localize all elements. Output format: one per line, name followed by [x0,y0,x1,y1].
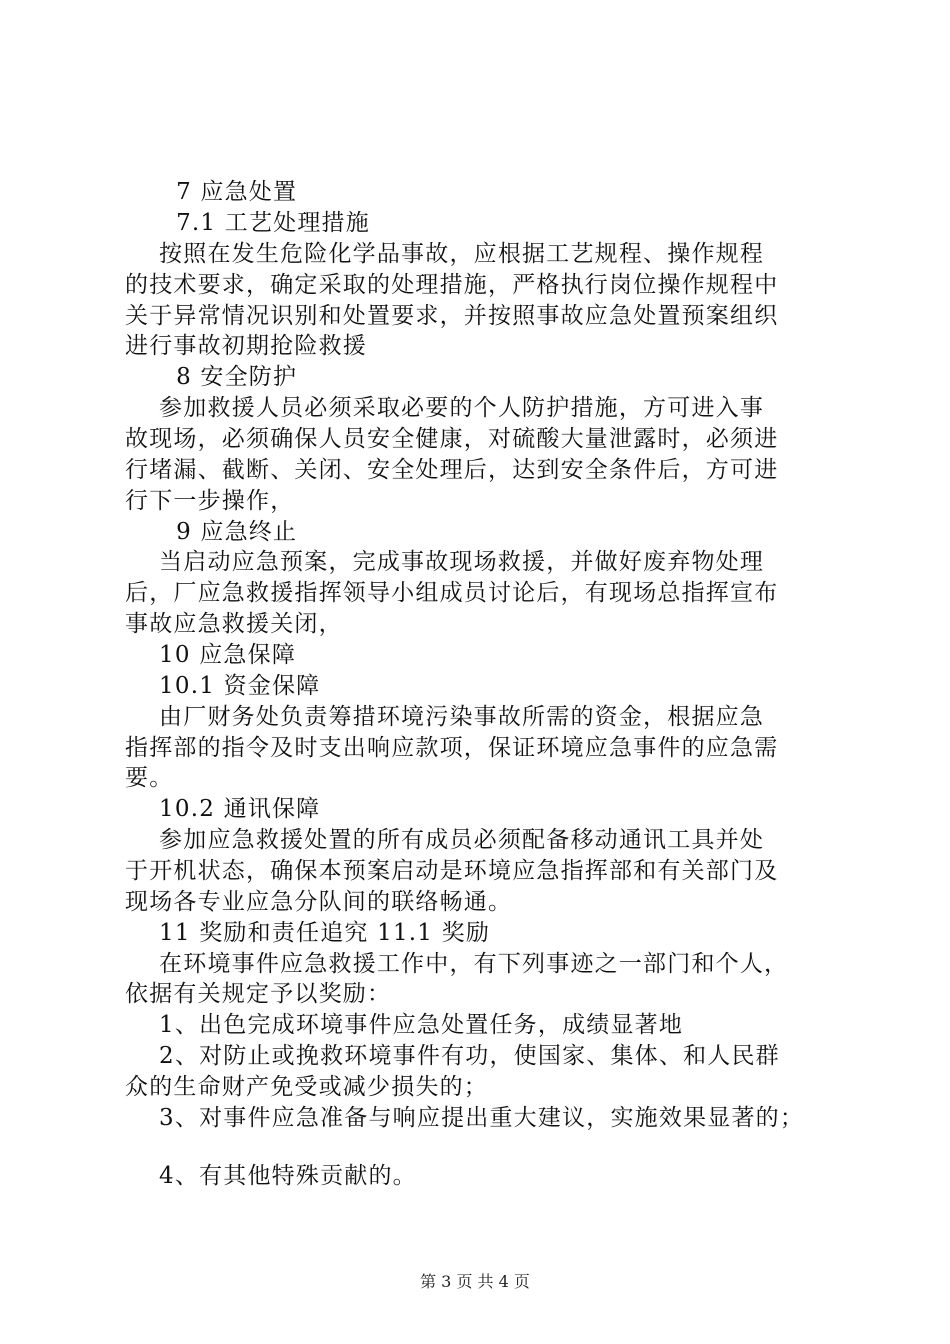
text-line: 参加救援人员必须采取必要的个人防护措施，方可进入事 [125,395,765,421]
text-line: 9 应急终止 [125,519,298,545]
text-line: 故现场，必须确保人员安全健康，对硫酸大量泄露时，必须进 [125,426,779,452]
text-line: 众的生命财产免受或减少损失的； [125,1074,488,1100]
text-line: 的技术要求，确定采取的处理措施，严格执行岗位操作规程中 [125,272,779,298]
text-line: 1、出色完成环境事件应急处置任务，成绩显著地 [125,1012,684,1038]
page-number-footer: 第 3 页 共 4 页 [420,1272,530,1291]
text-line: 8 安全防护 [125,364,298,390]
text-line: 11 奖励和责任追究 11.1 奖励 [125,920,491,946]
text-line: 7.1 工艺处理措施 [125,210,370,236]
text-line: 10.1 资金保障 [125,673,321,699]
text-line: 3、对事件应急准备与响应提出重大建议，实施效果显著的； [125,1105,805,1131]
text-line: 要。 [125,765,174,791]
text-line: 10 应急保障 [125,642,297,668]
text-line: 行下一步操作， [125,488,295,514]
text-line: 进行事故初期抢险救援 [125,333,367,359]
text-line: 行堵漏、截断、关闭、安全处理后，达到安全条件后，方可进 [125,457,779,483]
text-line: 4、有其他特殊贡献的。 [125,1163,417,1189]
text-line: 事故应急救援关闭， [125,611,343,637]
text-line: 现场各专业应急分队间的联络畅通。 [125,889,513,915]
text-line: 指挥部的指令及时支出响应款项，保证环境应急事件的应急需 [125,735,779,761]
text-line: 2、对防止或挽救环境事件有功，使国家、集体、和人民群 [125,1043,780,1069]
text-line: 7 应急处置 [125,179,298,205]
text-line: 参加应急救援处置的所有成员必须配备移动通讯工具并处 [125,827,765,853]
text-line: 关于异常情况识别和处置要求，并按照事故应急处置预案组织 [125,303,779,329]
text-line: 由厂财务处负责筹措环境污染事故所需的资金，根据应急 [125,704,765,730]
text-line: 按照在发生危险化学品事故，应根据工艺规程、操作规程 [125,241,765,267]
text-line: 在环境事件应急救援工作中，有下列事迹之一部门和个人， [125,951,789,977]
text-line: 后，厂应急救援指挥领导小组成员讨论后，有现场总指挥宣布 [125,580,779,606]
text-line: 当启动应急预案，完成事故现场救援，并做好废弃物处理 [125,549,765,575]
text-line: 依据有关规定予以奖励： [125,981,392,1007]
text-line: 10.2 通讯保障 [125,796,321,822]
text-line: 于开机状态，确保本预案启动是环境应急指挥部和有关部门及 [125,858,779,884]
